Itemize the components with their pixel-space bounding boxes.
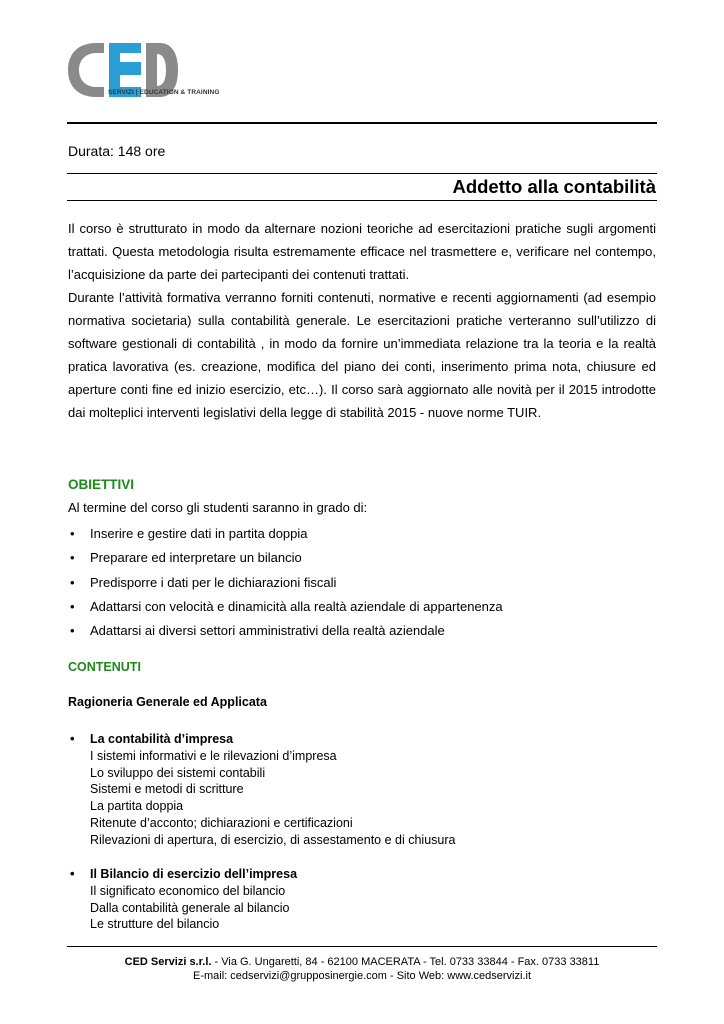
title-top-rule <box>67 173 657 174</box>
header-divider <box>67 122 657 124</box>
footer-address-line <box>0 955 724 969</box>
bullet-icon: • <box>70 731 75 746</box>
footer-divider <box>67 946 657 947</box>
section-line: Rilevazioni di apertura, di esercizio, di assestamento e di chiusura <box>90 832 456 847</box>
section-line: I sistemi informativi e le rilevazioni d’impresa <box>90 748 337 763</box>
section-line: Ritenute d’acconto; dichiarazioni e certificazioni <box>90 815 353 830</box>
objectives-intro: Al termine del corso gli studenti saranno in grado di: <box>68 500 368 515</box>
section-line: Lo sviluppo dei sistemi contabili <box>90 765 266 780</box>
footer-address: - Via G. Ungaretti, 84 - 62100 MACERATA - Tel. 0733 33844 - Fax. 0733 33811 <box>211 956 600 968</box>
description-paragraph: Durante l’attività formativa verranno forniti contenuti, normative e recenti aggiornamenti (ad esempio normativa societaria) sulla contabilità generale. Le esercitazioni pratiche verteranno sull’utilizzo di software gestionali di contabilità , in modo da fornire un’immediata relazione tra la teoria e la realtà pratica lavorativa (es. creazione, modifica del piano dei conti, inserimento prima nota, chiusure ed aperture conti fine ed inizio esercizio, etc…). Il corso sarà aggiornato alle novità per il 2015 introdotte dai molteplici interventi legislativi della legge di stabilità 2015 - nuove norme TUIR. <box>68 290 656 420</box>
list-item: • Adattarsi ai diversi settori amministrativi della realtà aziendale <box>68 619 503 643</box>
list-item: • Inserire e gestire dati in partita doppia <box>68 522 503 546</box>
list-item: • Predisporre i dati per le dichiarazioni fiscali <box>68 571 503 595</box>
contents-subheading: Ragioneria Generale ed Applicata <box>68 695 267 709</box>
objectives-heading: OBIETTIVI <box>68 477 135 492</box>
bullet-icon: • <box>70 866 75 881</box>
bullet-icon: • <box>70 574 75 590</box>
contents-section <box>68 731 455 849</box>
section-line: La partita doppia <box>90 799 184 814</box>
page-footer <box>0 955 724 983</box>
objectives-list <box>68 522 503 643</box>
description-paragraph: Il corso è strutturato in modo da alternare nozioni teoriche ad esercitazioni pratiche sugli argomenti trattati. Questa metodologia risulta estremamente efficace nel trasmettere e, verificare nel contempo, l’acquisizione da parte dei partecipanti dei contenuti trattati. <box>68 221 656 282</box>
course-description <box>68 217 656 424</box>
bullet-icon: • <box>70 550 75 566</box>
section-line: Dalla contabilità generale al bilancio <box>90 900 290 915</box>
footer-company: CED Servizi s.r.l. <box>124 956 212 968</box>
section-line: Sistemi e metodi di scritture <box>90 782 244 797</box>
list-item: • Adattarsi con velocità e dinamicità alla realtà aziendale di appartenenza <box>68 595 503 619</box>
footer-contacts: E-mail: cedservizi@grupposinergie.com - Sito Web: www.cedservizi.it <box>192 970 532 982</box>
section-title: • La contabilità d’impresa <box>70 731 234 746</box>
bullet-icon: • <box>70 526 75 541</box>
contents-section <box>68 866 297 933</box>
bullet-icon: • <box>70 623 75 639</box>
contents-heading: CONTENUTI <box>68 660 141 674</box>
course-duration: Durata: 148 ore <box>68 143 166 159</box>
logo-tagline: SERVIZI | EDUCATION & TRAINING <box>108 89 220 96</box>
bullet-icon: • <box>70 598 75 614</box>
section-title: • Il Bilancio di esercizio dell’impresa <box>70 866 298 881</box>
section-line: Il significato economico del bilancio <box>90 883 286 898</box>
section-line: Le strutture del bilancio <box>90 917 220 932</box>
page-title: Addetto alla contabilità <box>452 176 656 197</box>
list-item: • Preparare ed interpretare un bilancio <box>68 546 503 570</box>
title-bottom-rule <box>67 200 657 201</box>
